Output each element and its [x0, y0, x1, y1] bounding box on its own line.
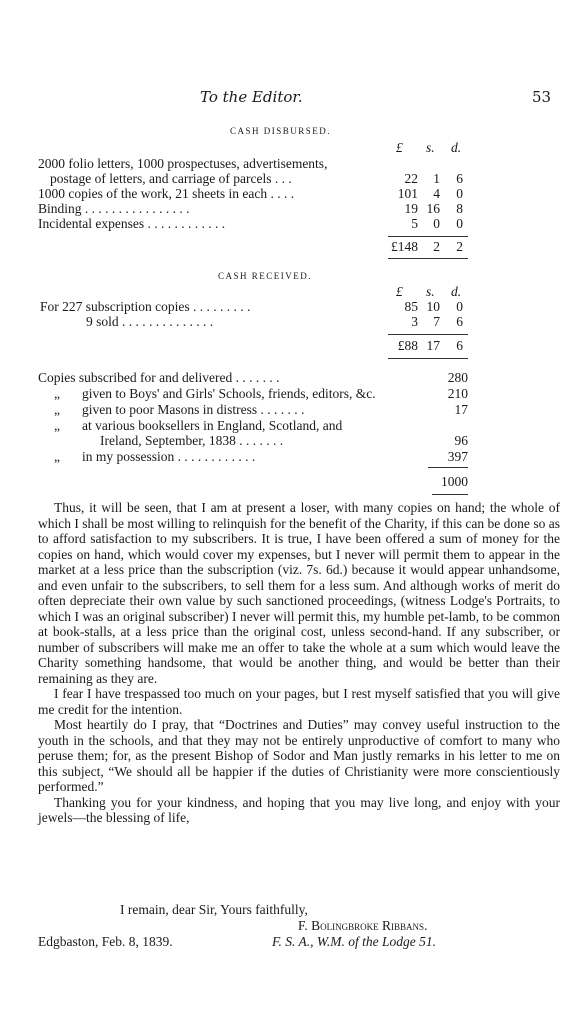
received-currency-pound: £ [396, 284, 403, 299]
disbursed-row-4-pence: 0 [456, 216, 463, 231]
copies-row-3-count: 17 [454, 402, 468, 417]
disbursed-currency-pence: d. [451, 140, 462, 155]
disbursed-heading: CASH DISBURSED. [230, 126, 332, 136]
disbursed-total-underline [388, 258, 468, 259]
received-row-2-pounds: 3 [411, 314, 418, 329]
disbursed-total-rule [388, 236, 468, 237]
disbursed-row-2-shillings: 4 [433, 186, 440, 201]
copies-row-3-mark: „ [54, 402, 60, 417]
paragraph-3: Most heartily do I pray, that “Doctrines and Duties” may convey useful instruction to the youth in the schools, and that they may not be entirely unproductive of comfort to many who peruse them; for, as the present Bishop of Sodor and Man justly remarks in his letter to me on this subject, “We should all be happier if the duties of Christianity were more conscientiously performed.” [38, 717, 560, 794]
paragraph-2: I fear I have trespassed too much on your pages, but I rest myself satisfied that you will give me credit for the intention. [38, 686, 560, 717]
disbursed-row-4-text: Incidental expenses . . . . . . . . . . . . [38, 216, 226, 231]
copies-row-2-text: given to Boys' and Girls' Schools, friends, editors, &c. [82, 386, 376, 401]
place-date: Edgbaston, Feb. 8, 1839. [38, 934, 173, 949]
disbursed-row-4-shillings: 0 [433, 216, 440, 231]
letter-body [38, 500, 560, 826]
received-row-2-pence: 6 [456, 314, 463, 329]
copies-row-4-line-2: Ireland, September, 1838 . . . . . . . [100, 433, 284, 448]
received-row-1-text: For 227 subscription copies . . . . . . . . . [40, 299, 251, 314]
received-row-1-shillings: 10 [426, 299, 440, 314]
disbursed-row-4-pounds: 5 [411, 216, 418, 231]
disbursed-row-3-pence: 8 [456, 201, 463, 216]
copies-row-1-text: Copies subscribed for and delivered . . . . . . . [38, 370, 280, 385]
closing-remain: I remain, dear Sir, Yours faithfully, [120, 902, 308, 917]
paragraph-1: Thus, it will be seen, that I am at present a loser, with many copies on hand; the whole of which I shall be most willing to relinquish for the benefit of the Charity, if this can be done so as to afford satisfaction to my subscribers. It is true, I have been offered a sum of money for the copies on hand, which would cover my expenses, but I never will permit them to appear in the market at a less price than the subscription (viz. 7s. 6d.) because it would appear unhandsome, and even unfair to the subscribers, to sell them for a less sum. And although works of merit do often depreciate their own value by such sanctioned proceedings, (witness Lodge's Portraits, to which I was an original subscriber) I never will permit this, my humble pet-lamb, to be common at book-stalls, at a less price than the original cost, unless second-hand. If any subscriber, or number of subscribers will make me an offer to take the whole at a sum which would leave the Charity something handsome, that would be another thing, and would be better than their remaining as they are. [38, 500, 560, 686]
copies-row-4-mark: „ [54, 418, 60, 433]
received-total-shillings: 17 [426, 338, 440, 353]
copies-row-2-mark: „ [54, 386, 60, 401]
copies-row-1-count: 280 [447, 370, 468, 385]
disbursed-row-3-pounds: 19 [404, 201, 418, 216]
page-number: 53 [532, 88, 552, 106]
disbursed-currency-pound: £ [396, 140, 403, 155]
received-heading: CASH RECEIVED. [218, 271, 313, 281]
copies-row-2-count: 210 [447, 386, 468, 401]
disbursed-row-2-pence: 0 [456, 186, 463, 201]
disbursed-total-shillings: 2 [433, 239, 440, 254]
received-row-1-pounds: 85 [404, 299, 418, 314]
disbursed-row-3-shillings: 16 [426, 201, 440, 216]
copies-total: 1000 [441, 474, 468, 489]
disbursed-row-1-line-1: 2000 folio letters, 1000 prospectuses, advertisements, [38, 156, 328, 171]
disbursed-total-pounds: £148 [391, 239, 418, 254]
signature-title: F. S. A., W.M. of the Lodge 51. [272, 934, 437, 949]
received-total-pence: 6 [456, 338, 463, 353]
disbursed-currency-shilling: s. [426, 140, 435, 155]
received-row-2-text: 9 sold . . . . . . . . . . . . . . [86, 314, 214, 329]
copies-row-4-line-1: at various booksellers in England, Scotland, and [82, 418, 343, 433]
received-currency-shilling: s. [426, 284, 435, 299]
copies-row-4-count: 96 [454, 433, 468, 448]
running-title: To the Editor. [200, 88, 303, 106]
received-total-underline [388, 358, 468, 359]
disbursed-total-pence: 2 [456, 239, 463, 254]
disbursed-row-1-shillings: 1 [433, 171, 440, 186]
disbursed-row-1-pounds: 22 [404, 171, 418, 186]
received-currency-pence: d. [451, 284, 462, 299]
disbursed-row-2-text: 1000 copies of the work, 21 sheets in each . . . . [38, 186, 295, 201]
copies-row-5-count: 397 [447, 449, 468, 464]
disbursed-row-2-pounds: 101 [397, 186, 418, 201]
copies-row-5-text: in my possession . . . . . . . . . . . . [82, 449, 256, 464]
disbursed-row-3-text: Binding . . . . . . . . . . . . . . . . [38, 201, 190, 216]
copies-row-5-mark: „ [54, 449, 60, 464]
copies-total-underline [432, 494, 468, 495]
copies-row-3-text: given to poor Masons in distress . . . . . . . [82, 402, 305, 417]
disbursed-row-1-line-2: postage of letters, and carriage of parcels . . . [50, 171, 292, 186]
received-row-1-pence: 0 [456, 299, 463, 314]
copies-total-rule [428, 467, 468, 468]
received-total-pounds: £88 [397, 338, 418, 353]
received-total-rule [388, 334, 468, 335]
running-header [0, 88, 586, 110]
signature-name: F. Bolingbroke Ribbans. [298, 918, 428, 933]
paragraph-4: Thanking you for your kindness, and hoping that you may live long, and enjoy with your jewels—the blessing of life, [38, 794, 560, 825]
disbursed-row-1-pence: 6 [456, 171, 463, 186]
received-row-2-shillings: 7 [433, 314, 440, 329]
